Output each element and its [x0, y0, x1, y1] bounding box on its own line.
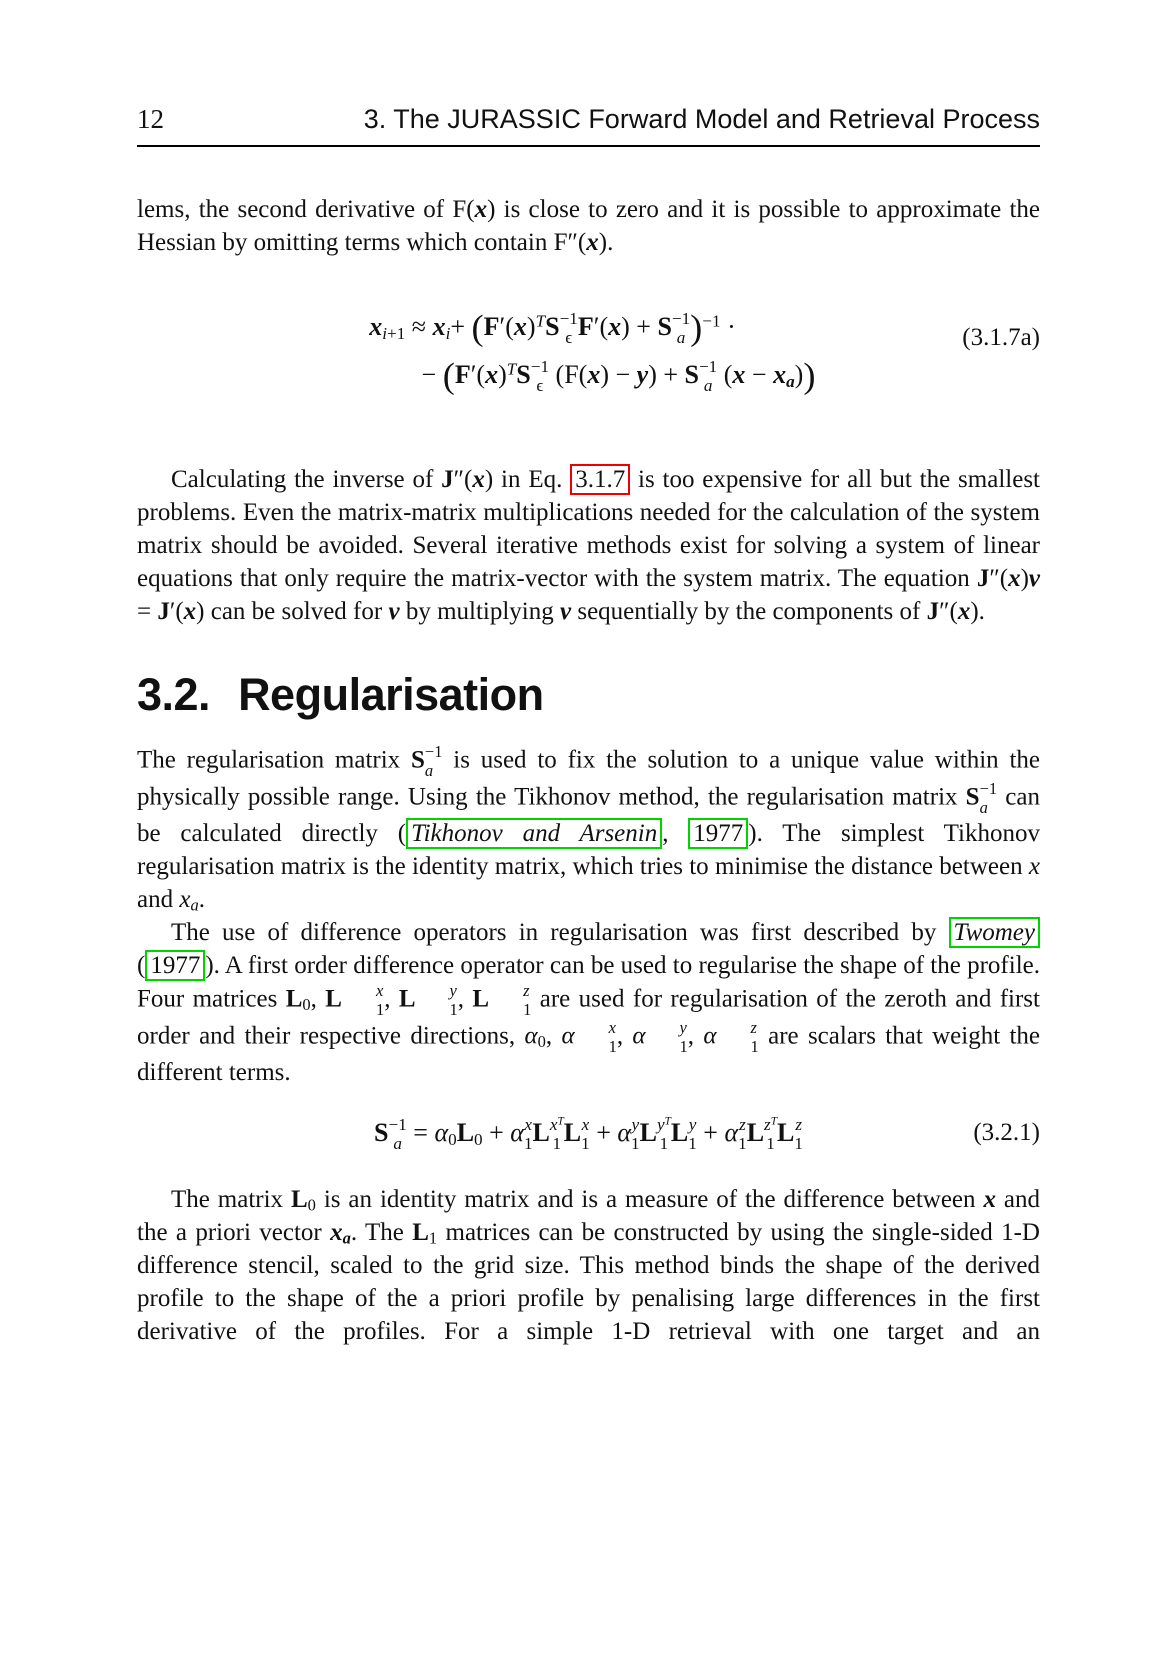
- section-title: Regularisation: [238, 669, 544, 721]
- equation-line-2: − ($F'(x)^TS$ −1 ϵ (F(x) − y) + S −1 a $(x - x_a)$): [421, 355, 816, 396]
- citation-link-tikhonov[interactable]: Tikhonov and Arsenin: [406, 818, 662, 849]
- citation-link-twomey[interactable]: Twomey: [949, 917, 1040, 948]
- paragraph-5: The matrix $L_0$ is an identity matrix and is a measure of the difference between x and the a priori vector $x_a$. The $L_1$ matrices can be constructed by using the single-sided 1-D difference stencil, scaled to the grid size. This method binds the shape of the derived profile to the shape of the a priori profile by penalising large differences in the first derivative of the profiles. For a simple 1-D retrieval with one target and an: [137, 1186, 1040, 1346]
- citation-year-link-tikhonov[interactable]: 1977: [688, 818, 748, 849]
- equation-3-1-7a: [137, 305, 1040, 397]
- citation-year-link-twomey[interactable]: 1977: [145, 950, 205, 981]
- paragraph-4: The use of difference operators in regularisation was first described by Twomey ( 1977 ). A first order difference operator can be used to regularise the shape of the profile. Four matrices $L_0$, L x 1 , L y 1 , L z 1 are used for regularisation of the zeroth and first order and their respective directions, $\alpha_0$, α x 1 , α y 1 , α z 1 are scalars that weight the different terms.: [137, 919, 1041, 1087]
- equation-line-1: $x_{i+1} \approx x_i+ (F'(x)^TS$ −1 ϵ F′(x) + S −1 a )$^{-1}$ ·: [369, 307, 736, 348]
- equation-label: (3.2.1): [973, 1119, 1040, 1147]
- equation-label: (3.1.7a): [962, 324, 1040, 351]
- paragraph-1: lems, the second derivative of F(x) is close to zero and it is possible to approximate the Hessian by omitting terms which contain F″(x).: [137, 196, 1040, 256]
- paragraph-2: Calculating the inverse of J″(x) in Eq. 3.1.7 is too expensive for all but the smallest problems. Even the matrix-matrix multiplications needed for the calculation of the system matrix should be avoided. Several iterative methods exist for solving a system of linear equations that only require the matrix-vector with the system matrix. The equation J″(x)v = J′(x) can be solved for v by multiplying v sequentially by the components of J″(x).: [137, 466, 1040, 626]
- paragraph-3: The regularisation matrix S −1 a is used to fix the solution to a unique value within the physically possible range. Using the Tikhonov method, the regularisation matrix S −1 a can be calculated directly ( Tikhonov and Arsenin , 1977 ). The simplest Tikhonov regularisation matrix is the identity matrix, which tries to minimise the distance between x and $x_a$.: [137, 742, 1041, 915]
- section-heading: [137, 669, 1040, 721]
- equation-ref-link[interactable]: 3.1.7: [570, 464, 630, 495]
- equation-3-2-1: [137, 1111, 1040, 1155]
- page-body: [137, 193, 1040, 1348]
- section-number: 3.2.: [137, 669, 211, 721]
- page-header: [137, 104, 1040, 135]
- page-number: 12: [137, 104, 164, 134]
- header-rule: [137, 145, 1040, 147]
- equation-line-1: S −1 a = $\alpha_0L_0 + \alpha$ x 1 L $x^T$ 1 L x 1 + α y 1 L $y^T$ 1 L y 1 + α z 1 L $z^T$ 1 L z 1: [374, 1115, 803, 1154]
- chapter-header: 3. The JURASSIC Forward Model and Retrieval Process: [363, 104, 1040, 134]
